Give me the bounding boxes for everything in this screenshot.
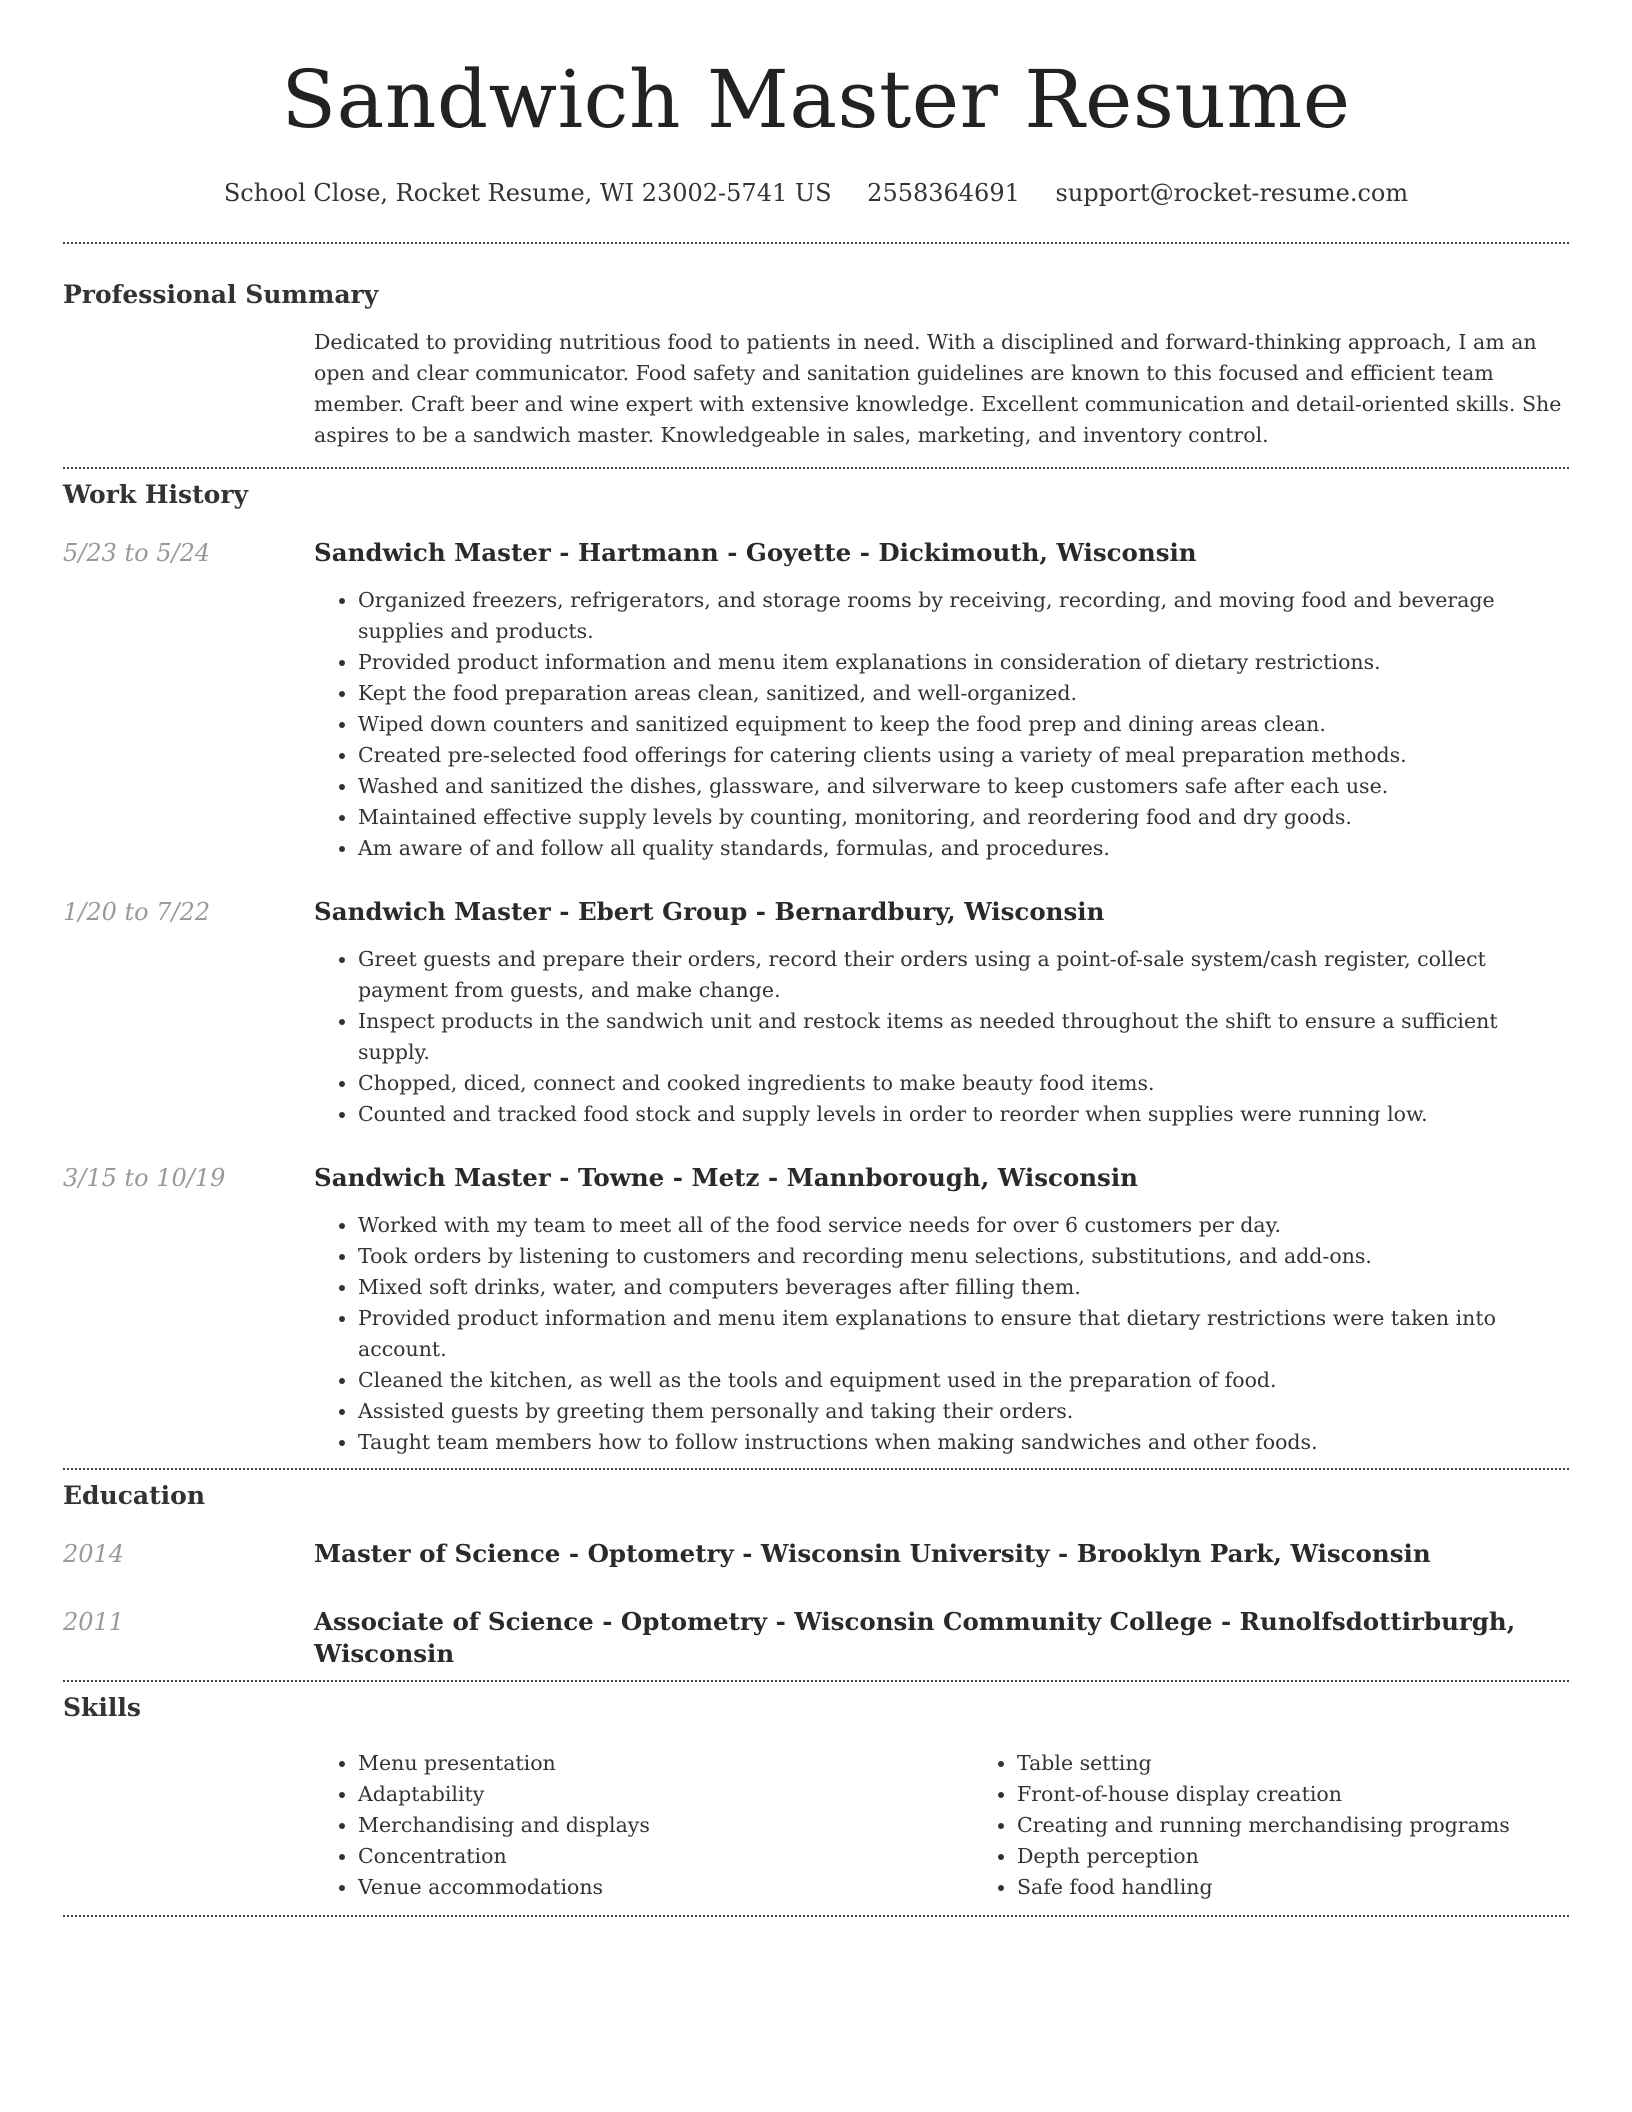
summary-section [63, 244, 1569, 467]
skills-list-left [314, 1748, 973, 1903]
list-item: • Am aware of and follow all quality standards, formulas, and procedures. [358, 833, 1569, 864]
job-entry [63, 896, 1569, 1130]
contact-phone: 2558364691 [867, 179, 1020, 207]
job-duties [314, 944, 1569, 1130]
list-item: • Maintained effective supply levels by counting, monitoring, and reordering food and dry goods. [358, 802, 1569, 833]
job-dates: 1/20 to 7/22 [63, 898, 211, 926]
skill-item: • Safe food handling [1017, 1872, 1569, 1903]
skills-section [63, 1682, 1569, 1915]
list-item: • Taught team members how to follow instructions when making sandwiches and other foods. [358, 1427, 1569, 1458]
skill-item: • Menu presentation [358, 1748, 973, 1779]
skill-item: • Merchandising and displays [358, 1810, 973, 1841]
divider [63, 1915, 1569, 1917]
list-item: • Wiped down counters and sanitized equipment to keep the food prep and dining areas clean. [358, 709, 1569, 740]
skill-item: • Adaptability [358, 1779, 973, 1810]
skill-item: • Creating and running merchandising programs [1017, 1810, 1569, 1841]
contact-address: School Close, Rocket Resume, WI 23002-5741 US [223, 179, 832, 207]
section-title-skills: Skills [63, 1693, 141, 1722]
work-history-section [63, 469, 1569, 1468]
job-entry [63, 1162, 1569, 1458]
skill-item: • Front-of-house display creation [1017, 1779, 1569, 1810]
list-item: • Chopped, diced, connect and cooked ingredients to make beauty food items. [358, 1068, 1569, 1099]
education-entry [63, 1606, 1569, 1670]
list-item: • Worked with my team to meet all of the food service needs for over 6 customers per day. [358, 1210, 1569, 1241]
list-item: • Mixed soft drinks, water, and computers beverages after filling them. [358, 1272, 1569, 1303]
education-degree: Associate of Science - Optometry - Wisconsin Community College - Runolfsdottirburgh, Wisconsin [314, 1607, 1516, 1668]
job-duties [314, 585, 1569, 864]
resume-header [63, 0, 1569, 208]
education-section [63, 1470, 1569, 1680]
section-title-summary: Professional Summary [63, 280, 379, 309]
list-item: • Organized freezers, refrigerators, and storage rooms by receiving, recording, and moving food and beverage supplies and products. [358, 585, 1569, 647]
list-item: • Cleaned the kitchen, as well as the tools and equipment used in the preparation of food. [358, 1365, 1569, 1396]
skills-list-right [973, 1748, 1569, 1903]
section-title-education: Education [63, 1481, 206, 1510]
list-item: • Washed and sanitized the dishes, glassware, and silverware to keep customers safe after each use. [358, 771, 1569, 802]
skill-item: • Concentration [358, 1841, 973, 1872]
skill-item: • Table setting [1017, 1748, 1569, 1779]
page-title: Sandwich Master Resume [281, 53, 1351, 146]
job-title: Sandwich Master - Hartmann - Goyette - Dickimouth, Wisconsin [314, 538, 1197, 567]
list-item: • Provided product information and menu item explanations to ensure that dietary restrictions were taken into account. [358, 1303, 1569, 1365]
contact-line [63, 178, 1569, 208]
education-entry [63, 1538, 1569, 1570]
education-year: 2014 [63, 1540, 125, 1568]
list-item: • Assisted guests by greeting them personally and taking their orders. [358, 1396, 1569, 1427]
job-dates: 5/23 to 5/24 [63, 539, 211, 567]
education-year: 2011 [63, 1608, 125, 1636]
skill-item: • Venue accommodations [358, 1872, 973, 1903]
skill-item: • Depth perception [1017, 1841, 1569, 1872]
education-degree: Master of Science - Optometry - Wisconsin University - Brooklyn Park, Wisconsin [314, 1539, 1431, 1568]
job-entry [63, 537, 1569, 864]
summary-text: Dedicated to providing nutritious food to patients in need. With a disciplined and forward-thinking approach, I am an open and clear communicator. Food safety and sanitation guidelines are known to this focused and efficient team member. Craft beer and wine expert with extensive knowledge. Excellent communication and detail-oriented skills. She aspires to be a sandwich master. Knowledgeable in sales, marketing, and inventory control. [314, 330, 1562, 447]
job-dates: 3/15 to 10/19 [63, 1164, 226, 1192]
list-item: • Greet guests and prepare their orders, record their orders using a point-of-sale system/cash register, collect payment from guests, and make change. [358, 944, 1569, 1006]
list-item: • Kept the food preparation areas clean, sanitized, and well-organized. [358, 678, 1569, 709]
contact-email: support@rocket-resume.com [1055, 179, 1409, 207]
list-item: • Counted and tracked food stock and supply levels in order to reorder when supplies were running low. [358, 1099, 1569, 1130]
list-item: • Provided product information and menu item explanations in consideration of dietary restrictions. [358, 647, 1569, 678]
job-title: Sandwich Master - Ebert Group - Bernardbury, Wisconsin [314, 897, 1105, 926]
job-duties [314, 1210, 1569, 1458]
list-item: • Inspect products in the sandwich unit and restock items as needed throughout the shift to ensure a sufficient supply. [358, 1006, 1569, 1068]
list-item: • Took orders by listening to customers and recording menu selections, substitutions, and add-ons. [358, 1241, 1569, 1272]
job-title: Sandwich Master - Towne - Metz - Mannborough, Wisconsin [314, 1163, 1138, 1192]
list-item: • Created pre-selected food offerings for catering clients using a variety of meal preparation methods. [358, 740, 1569, 771]
section-title-work-history: Work History [63, 480, 249, 509]
skills-grid [314, 1748, 1569, 1903]
